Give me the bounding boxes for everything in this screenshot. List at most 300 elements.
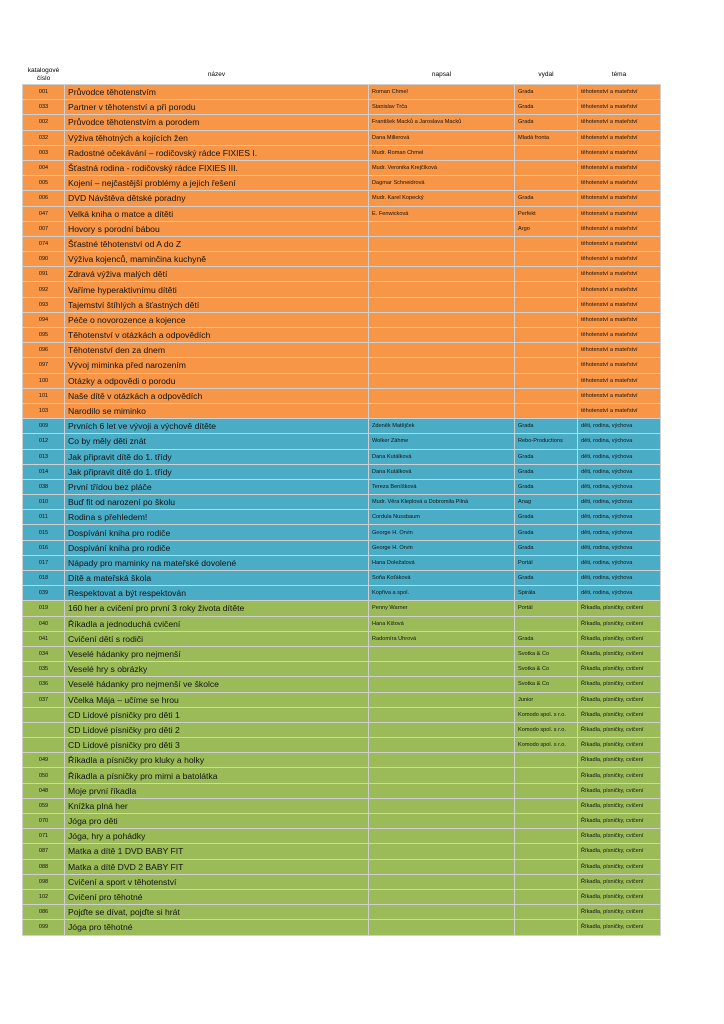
cell-topic: děti, rodina, výchova xyxy=(578,571,661,586)
catalog-table xyxy=(22,66,661,936)
cell-topic: těhotenství a mateřství xyxy=(578,282,661,297)
cell-topic: Říkadla, písničky, cvičení xyxy=(578,905,661,920)
cell-catalog-number: 059 xyxy=(23,798,65,813)
cell-author xyxy=(369,768,515,783)
cell-author xyxy=(369,692,515,707)
cell-catalog-number: 094 xyxy=(23,312,65,327)
cell-author xyxy=(369,859,515,874)
cell-author: Dagmar Schneidrová xyxy=(369,176,515,191)
table-row xyxy=(23,844,661,859)
table-row xyxy=(23,571,661,586)
cell-catalog-number: 039 xyxy=(23,586,65,601)
cell-publisher xyxy=(515,388,578,403)
table-row xyxy=(23,540,661,555)
cell-title: Respektovat a být respektován xyxy=(65,586,369,601)
cell-topic: Říkadla, písničky, cvičení xyxy=(578,768,661,783)
cell-title: Výživa těhotných a kojících žen xyxy=(65,130,369,145)
table-row xyxy=(23,738,661,753)
header-catalog-number: katalogové číslo xyxy=(27,67,60,82)
cell-author xyxy=(369,814,515,829)
cell-author xyxy=(369,874,515,889)
cell-title: Zdravá výživa malých dětí xyxy=(65,267,369,282)
cell-catalog-number xyxy=(23,722,65,737)
cell-publisher: Grada xyxy=(515,100,578,115)
cell-publisher xyxy=(515,236,578,251)
cell-title: Průvodce těhotenstvím xyxy=(65,85,369,100)
cell-title: CD Lidové písničky pro děti 2 xyxy=(65,722,369,737)
cell-author: Tereza Beníšková xyxy=(369,479,515,494)
table-row xyxy=(23,236,661,251)
cell-publisher: Grada xyxy=(515,85,578,100)
cell-topic: těhotenství a mateřství xyxy=(578,130,661,145)
cell-author xyxy=(369,920,515,935)
cell-title: Jóga, hry a pohádky xyxy=(65,829,369,844)
cell-catalog-number: 019 xyxy=(23,601,65,616)
table-row xyxy=(23,495,661,510)
cell-publisher xyxy=(515,905,578,920)
cell-publisher xyxy=(515,373,578,388)
cell-publisher xyxy=(515,297,578,312)
cell-publisher: Grada xyxy=(515,115,578,130)
cell-catalog-number: 040 xyxy=(23,616,65,631)
cell-publisher: Portál xyxy=(515,555,578,570)
cell-publisher xyxy=(515,145,578,160)
cell-publisher xyxy=(515,282,578,297)
cell-topic: těhotenství a mateřství xyxy=(578,115,661,130)
cell-author xyxy=(369,388,515,403)
cell-title: Jak připravit dítě do 1. třídy xyxy=(65,449,369,464)
cell-author: Mudr. Veronika Krejčíková xyxy=(369,160,515,175)
cell-author: E. Fenwicková xyxy=(369,206,515,221)
cell-catalog-number: 097 xyxy=(23,358,65,373)
cell-publisher xyxy=(515,176,578,191)
cell-publisher: Grada xyxy=(515,449,578,464)
cell-publisher: Grada xyxy=(515,525,578,540)
cell-title: Cvičení pro těhotné xyxy=(65,889,369,904)
cell-topic: těhotenství a mateřství xyxy=(578,328,661,343)
cell-publisher: Grada xyxy=(515,571,578,586)
cell-publisher: Komodo spol. s r.o. xyxy=(515,738,578,753)
cell-author: Wolker Záhme xyxy=(369,434,515,449)
cell-topic: Říkadla, písničky, cvičení xyxy=(578,722,661,737)
cell-catalog-number: 038 xyxy=(23,479,65,494)
cell-title: CD Lidové písničky pro děti 1 xyxy=(65,707,369,722)
table-row xyxy=(23,783,661,798)
table-row xyxy=(23,221,661,236)
table-row xyxy=(23,920,661,935)
cell-title: DVD Návštěva dětské poradny xyxy=(65,191,369,206)
cell-publisher: Svotka & Co xyxy=(515,646,578,661)
cell-topic: těhotenství a mateřství xyxy=(578,85,661,100)
cell-catalog-number: 017 xyxy=(23,555,65,570)
cell-title: Péče o novorozence a kojence xyxy=(65,312,369,327)
cell-author: Stanislav Trča xyxy=(369,100,515,115)
table-row xyxy=(23,616,661,631)
cell-catalog-number: 014 xyxy=(23,464,65,479)
table-body xyxy=(23,85,661,936)
cell-topic: děti, rodina, výchova xyxy=(578,586,661,601)
cell-catalog-number: 012 xyxy=(23,434,65,449)
cell-topic: Říkadla, písničky, cvičení xyxy=(578,844,661,859)
cell-publisher xyxy=(515,358,578,373)
cell-author xyxy=(369,328,515,343)
cell-topic: těhotenství a mateřství xyxy=(578,297,661,312)
table-row xyxy=(23,646,661,661)
header-row xyxy=(23,66,661,85)
cell-title: 160 her a cvičení pro první 3 roky života dítěte xyxy=(65,601,369,616)
table-row xyxy=(23,328,661,343)
cell-catalog-number: 096 xyxy=(23,343,65,358)
cell-author xyxy=(369,905,515,920)
cell-publisher xyxy=(515,252,578,267)
cell-catalog-number: 102 xyxy=(23,889,65,904)
cell-title: Průvodce těhotenstvím a porodem xyxy=(65,115,369,130)
cell-publisher: Spirála xyxy=(515,586,578,601)
cell-catalog-number: 098 xyxy=(23,874,65,889)
cell-catalog-number: 034 xyxy=(23,646,65,661)
cell-publisher xyxy=(515,920,578,935)
cell-catalog-number: 088 xyxy=(23,859,65,874)
table-row xyxy=(23,373,661,388)
cell-title: Moje první říkadla xyxy=(65,783,369,798)
cell-topic: Říkadla, písničky, cvičení xyxy=(578,753,661,768)
cell-topic: děti, rodina, výchova xyxy=(578,555,661,570)
cell-publisher xyxy=(515,328,578,343)
cell-catalog-number: 093 xyxy=(23,297,65,312)
cell-publisher xyxy=(515,798,578,813)
cell-topic: těhotenství a mateřství xyxy=(578,176,661,191)
table-row xyxy=(23,388,661,403)
cell-title: První třídou bez pláče xyxy=(65,479,369,494)
cell-author: Hana Doležalová xyxy=(369,555,515,570)
cell-topic: těhotenství a mateřství xyxy=(578,100,661,115)
table-row xyxy=(23,768,661,783)
cell-topic: děti, rodina, výchova xyxy=(578,464,661,479)
cell-catalog-number: 001 xyxy=(23,85,65,100)
cell-title: Partner v těhotenství a při porodu xyxy=(65,100,369,115)
cell-author xyxy=(369,282,515,297)
table-row xyxy=(23,814,661,829)
cell-catalog-number: 018 xyxy=(23,571,65,586)
cell-catalog-number: 090 xyxy=(23,252,65,267)
table-row xyxy=(23,130,661,145)
cell-publisher xyxy=(515,616,578,631)
cell-title: Jak připravit dítě do 1. třídy xyxy=(65,464,369,479)
cell-publisher xyxy=(515,829,578,844)
cell-author: Cordula Nussbaum xyxy=(369,510,515,525)
cell-topic: děti, rodina, výchova xyxy=(578,449,661,464)
cell-topic: Říkadla, písničky, cvičení xyxy=(578,859,661,874)
cell-topic: těhotenství a mateřství xyxy=(578,206,661,221)
cell-catalog-number: 007 xyxy=(23,221,65,236)
cell-topic: Říkadla, písničky, cvičení xyxy=(578,662,661,677)
cell-catalog-number: 041 xyxy=(23,631,65,646)
cell-catalog-number: 009 xyxy=(23,419,65,434)
table-row xyxy=(23,358,661,373)
table-row xyxy=(23,403,661,418)
cell-catalog-number: 035 xyxy=(23,662,65,677)
table-row xyxy=(23,859,661,874)
cell-title: Tajemství štíhlých a šťastných dětí xyxy=(65,297,369,312)
table-row xyxy=(23,85,661,100)
cell-author: Mudr. Karel Kopecký xyxy=(369,191,515,206)
cell-catalog-number: 033 xyxy=(23,100,65,115)
cell-author xyxy=(369,267,515,282)
cell-publisher: Grada xyxy=(515,464,578,479)
cell-catalog-number: 015 xyxy=(23,525,65,540)
cell-title: CD Lidové písničky pro děti 3 xyxy=(65,738,369,753)
cell-author: Zdeněk Matějček xyxy=(369,419,515,434)
cell-catalog-number: 049 xyxy=(23,753,65,768)
table-row xyxy=(23,115,661,130)
cell-topic: Říkadla, písničky, cvičení xyxy=(578,677,661,692)
cell-title: Říkadla a jednoduchá cvičení xyxy=(65,616,369,631)
table-row xyxy=(23,100,661,115)
cell-publisher: Rebo-Productions xyxy=(515,434,578,449)
table-row xyxy=(23,434,661,449)
cell-publisher: Perfekt xyxy=(515,206,578,221)
cell-title: Šťastné těhotenství od A do Z xyxy=(65,236,369,251)
table-row xyxy=(23,145,661,160)
table-row xyxy=(23,677,661,692)
cell-catalog-number: 050 xyxy=(23,768,65,783)
cell-publisher xyxy=(515,160,578,175)
cell-publisher xyxy=(515,343,578,358)
cell-author xyxy=(369,252,515,267)
table-row xyxy=(23,191,661,206)
cell-catalog-number: 006 xyxy=(23,191,65,206)
cell-catalog-number: 004 xyxy=(23,160,65,175)
cell-topic: Říkadla, písničky, cvičení xyxy=(578,707,661,722)
cell-author: Dana Kutálková xyxy=(369,464,515,479)
cell-topic: děti, rodina, výchova xyxy=(578,510,661,525)
cell-title: Co by měly děti znát xyxy=(65,434,369,449)
cell-author xyxy=(369,707,515,722)
header-topic: téma xyxy=(611,71,627,78)
cell-topic: těhotenství a mateřství xyxy=(578,388,661,403)
cell-author: Dana Millerová xyxy=(369,130,515,145)
cell-topic: těhotenství a mateřství xyxy=(578,267,661,282)
cell-publisher xyxy=(515,859,578,874)
cell-title: Říkadla a písničky pro kluky a holky xyxy=(65,753,369,768)
cell-publisher: Grada xyxy=(515,479,578,494)
cell-title: Dospívání kniha pro rodiče xyxy=(65,525,369,540)
cell-title: Dítě a mateřská škola xyxy=(65,571,369,586)
cell-publisher: Grada xyxy=(515,631,578,646)
cell-topic: Říkadla, písničky, cvičení xyxy=(578,783,661,798)
cell-author: Penny Warner xyxy=(369,601,515,616)
cell-topic: těhotenství a mateřství xyxy=(578,221,661,236)
cell-title: Otázky a odpovědi o porodu xyxy=(65,373,369,388)
header-author: napsal xyxy=(431,71,452,78)
cell-publisher: Komodo spol. s r.o. xyxy=(515,707,578,722)
table-row xyxy=(23,176,661,191)
cell-topic: Říkadla, písničky, cvičení xyxy=(578,889,661,904)
cell-catalog-number: 048 xyxy=(23,783,65,798)
cell-title: Cvičení dětí s rodiči xyxy=(65,631,369,646)
cell-title: Veselé hádanky pro nejmenší ve školce xyxy=(65,677,369,692)
cell-catalog-number: 103 xyxy=(23,403,65,418)
cell-topic: děti, rodina, výchova xyxy=(578,419,661,434)
cell-author xyxy=(369,677,515,692)
cell-topic: děti, rodina, výchova xyxy=(578,495,661,510)
cell-title: Narodilo se miminko xyxy=(65,403,369,418)
table-row xyxy=(23,525,661,540)
cell-topic: těhotenství a mateřství xyxy=(578,145,661,160)
cell-catalog-number: 036 xyxy=(23,677,65,692)
cell-publisher: Grada xyxy=(515,540,578,555)
table-row xyxy=(23,267,661,282)
cell-author xyxy=(369,722,515,737)
cell-topic: těhotenství a mateřství xyxy=(578,403,661,418)
cell-publisher xyxy=(515,768,578,783)
cell-publisher: Grada xyxy=(515,510,578,525)
table-row xyxy=(23,692,661,707)
cell-author: Radomíra Uhrová xyxy=(369,631,515,646)
cell-publisher: Argo xyxy=(515,221,578,236)
cell-title: Naše dítě v otázkách a odpovědích xyxy=(65,388,369,403)
cell-catalog-number: 047 xyxy=(23,206,65,221)
cell-title: Říkadla a písničky pro mimi a batolátka xyxy=(65,768,369,783)
cell-author xyxy=(369,829,515,844)
cell-author xyxy=(369,236,515,251)
cell-topic: těhotenství a mateřství xyxy=(578,252,661,267)
cell-author xyxy=(369,844,515,859)
cell-topic: Říkadla, písničky, cvičení xyxy=(578,631,661,646)
cell-author: Hana Kišová xyxy=(369,616,515,631)
cell-title: Vaříme hyperaktivnímu dítěti xyxy=(65,282,369,297)
cell-topic: Říkadla, písničky, cvičení xyxy=(578,814,661,829)
cell-publisher xyxy=(515,844,578,859)
cell-publisher: Svotka & Co xyxy=(515,677,578,692)
table-row xyxy=(23,252,661,267)
cell-title: Pojďte se dívat, pojďte si hrát xyxy=(65,905,369,920)
cell-author xyxy=(369,312,515,327)
cell-author xyxy=(369,221,515,236)
cell-title: Těhotenství den za dnem xyxy=(65,343,369,358)
cell-author: Soňa Koťáková xyxy=(369,571,515,586)
cell-topic: těhotenství a mateřství xyxy=(578,312,661,327)
table-row xyxy=(23,297,661,312)
cell-author: Dana Kutálková xyxy=(369,449,515,464)
cell-author: George H. Orvin xyxy=(369,525,515,540)
cell-publisher: Grada xyxy=(515,419,578,434)
cell-title: Jóga pro děti xyxy=(65,814,369,829)
table-row xyxy=(23,722,661,737)
table-row xyxy=(23,206,661,221)
cell-topic: Říkadla, písničky, cvičení xyxy=(578,692,661,707)
table-row xyxy=(23,586,661,601)
table-row xyxy=(23,753,661,768)
cell-publisher xyxy=(515,783,578,798)
cell-catalog-number: 037 xyxy=(23,692,65,707)
cell-title: Prvních 6 let ve vývoji a výchově dítěte xyxy=(65,419,369,434)
cell-publisher: Anag xyxy=(515,495,578,510)
table-row xyxy=(23,601,661,616)
cell-title: Velká kniha o matce a dítěti xyxy=(65,206,369,221)
cell-topic: děti, rodina, výchova xyxy=(578,479,661,494)
cell-author xyxy=(369,889,515,904)
cell-title: Matka a dítě DVD 2 BABY FIT xyxy=(65,859,369,874)
cell-title: Vývoj miminka před narozením xyxy=(65,358,369,373)
table-row xyxy=(23,419,661,434)
cell-title: Včelka Mája – učíme se hrou xyxy=(65,692,369,707)
cell-catalog-number: 087 xyxy=(23,844,65,859)
cell-author xyxy=(369,373,515,388)
cell-title: Radostné očekávání – rodičovský rádce FIXIES I. xyxy=(65,145,369,160)
header-publisher: vydal xyxy=(538,71,554,78)
cell-topic: těhotenství a mateřství xyxy=(578,160,661,175)
cell-topic: Říkadla, písničky, cvičení xyxy=(578,920,661,935)
table-row xyxy=(23,343,661,358)
cell-topic: těhotenství a mateřství xyxy=(578,343,661,358)
cell-catalog-number: 095 xyxy=(23,328,65,343)
table-row xyxy=(23,160,661,175)
cell-topic: těhotenství a mateřství xyxy=(578,191,661,206)
cell-title: Knížka plná her xyxy=(65,798,369,813)
cell-author xyxy=(369,297,515,312)
cell-title: Dospívání kniha pro rodiče xyxy=(65,540,369,555)
cell-author xyxy=(369,403,515,418)
cell-topic: Říkadla, písničky, cvičení xyxy=(578,798,661,813)
cell-catalog-number: 011 xyxy=(23,510,65,525)
table-row xyxy=(23,889,661,904)
cell-author xyxy=(369,738,515,753)
table-row xyxy=(23,312,661,327)
cell-title: Nápady pro maminky na mateřské dovolené xyxy=(65,555,369,570)
cell-catalog-number: 016 xyxy=(23,540,65,555)
cell-publisher xyxy=(515,889,578,904)
table-row xyxy=(23,829,661,844)
cell-topic: Říkadla, písničky, cvičení xyxy=(578,874,661,889)
cell-catalog-number: 070 xyxy=(23,814,65,829)
cell-publisher xyxy=(515,267,578,282)
cell-publisher xyxy=(515,874,578,889)
cell-catalog-number xyxy=(23,707,65,722)
header-title: název xyxy=(207,71,226,78)
table-row xyxy=(23,662,661,677)
cell-topic: Říkadla, písničky, cvičení xyxy=(578,616,661,631)
cell-title: Veselé hádanky pro nejmenší xyxy=(65,646,369,661)
cell-topic: Říkadla, písničky, cvičení xyxy=(578,646,661,661)
cell-title: Těhotenství v otázkách a odpovědích xyxy=(65,328,369,343)
table-row xyxy=(23,631,661,646)
table-row xyxy=(23,479,661,494)
cell-publisher: Portál xyxy=(515,601,578,616)
cell-topic: těhotenství a mateřství xyxy=(578,373,661,388)
cell-author xyxy=(369,358,515,373)
cell-publisher: Svotka & Co xyxy=(515,662,578,677)
cell-topic: Říkadla, písničky, cvičení xyxy=(578,601,661,616)
table-row xyxy=(23,874,661,889)
cell-author: Kopřiva a spol. xyxy=(369,586,515,601)
table-row xyxy=(23,798,661,813)
cell-catalog-number: 013 xyxy=(23,449,65,464)
cell-catalog-number: 091 xyxy=(23,267,65,282)
cell-catalog-number: 010 xyxy=(23,495,65,510)
cell-topic: děti, rodina, výchova xyxy=(578,540,661,555)
cell-publisher: Komodo spol. s r.o. xyxy=(515,722,578,737)
cell-title: Kojení – nejčastější problémy a jejich řešení xyxy=(65,176,369,191)
cell-publisher: Junior xyxy=(515,692,578,707)
cell-author xyxy=(369,783,515,798)
cell-topic: děti, rodina, výchova xyxy=(578,525,661,540)
cell-catalog-number: 002 xyxy=(23,115,65,130)
cell-title: Hovory s porodní bábou xyxy=(65,221,369,236)
cell-publisher xyxy=(515,312,578,327)
cell-catalog-number: 086 xyxy=(23,905,65,920)
cell-catalog-number: 005 xyxy=(23,176,65,191)
